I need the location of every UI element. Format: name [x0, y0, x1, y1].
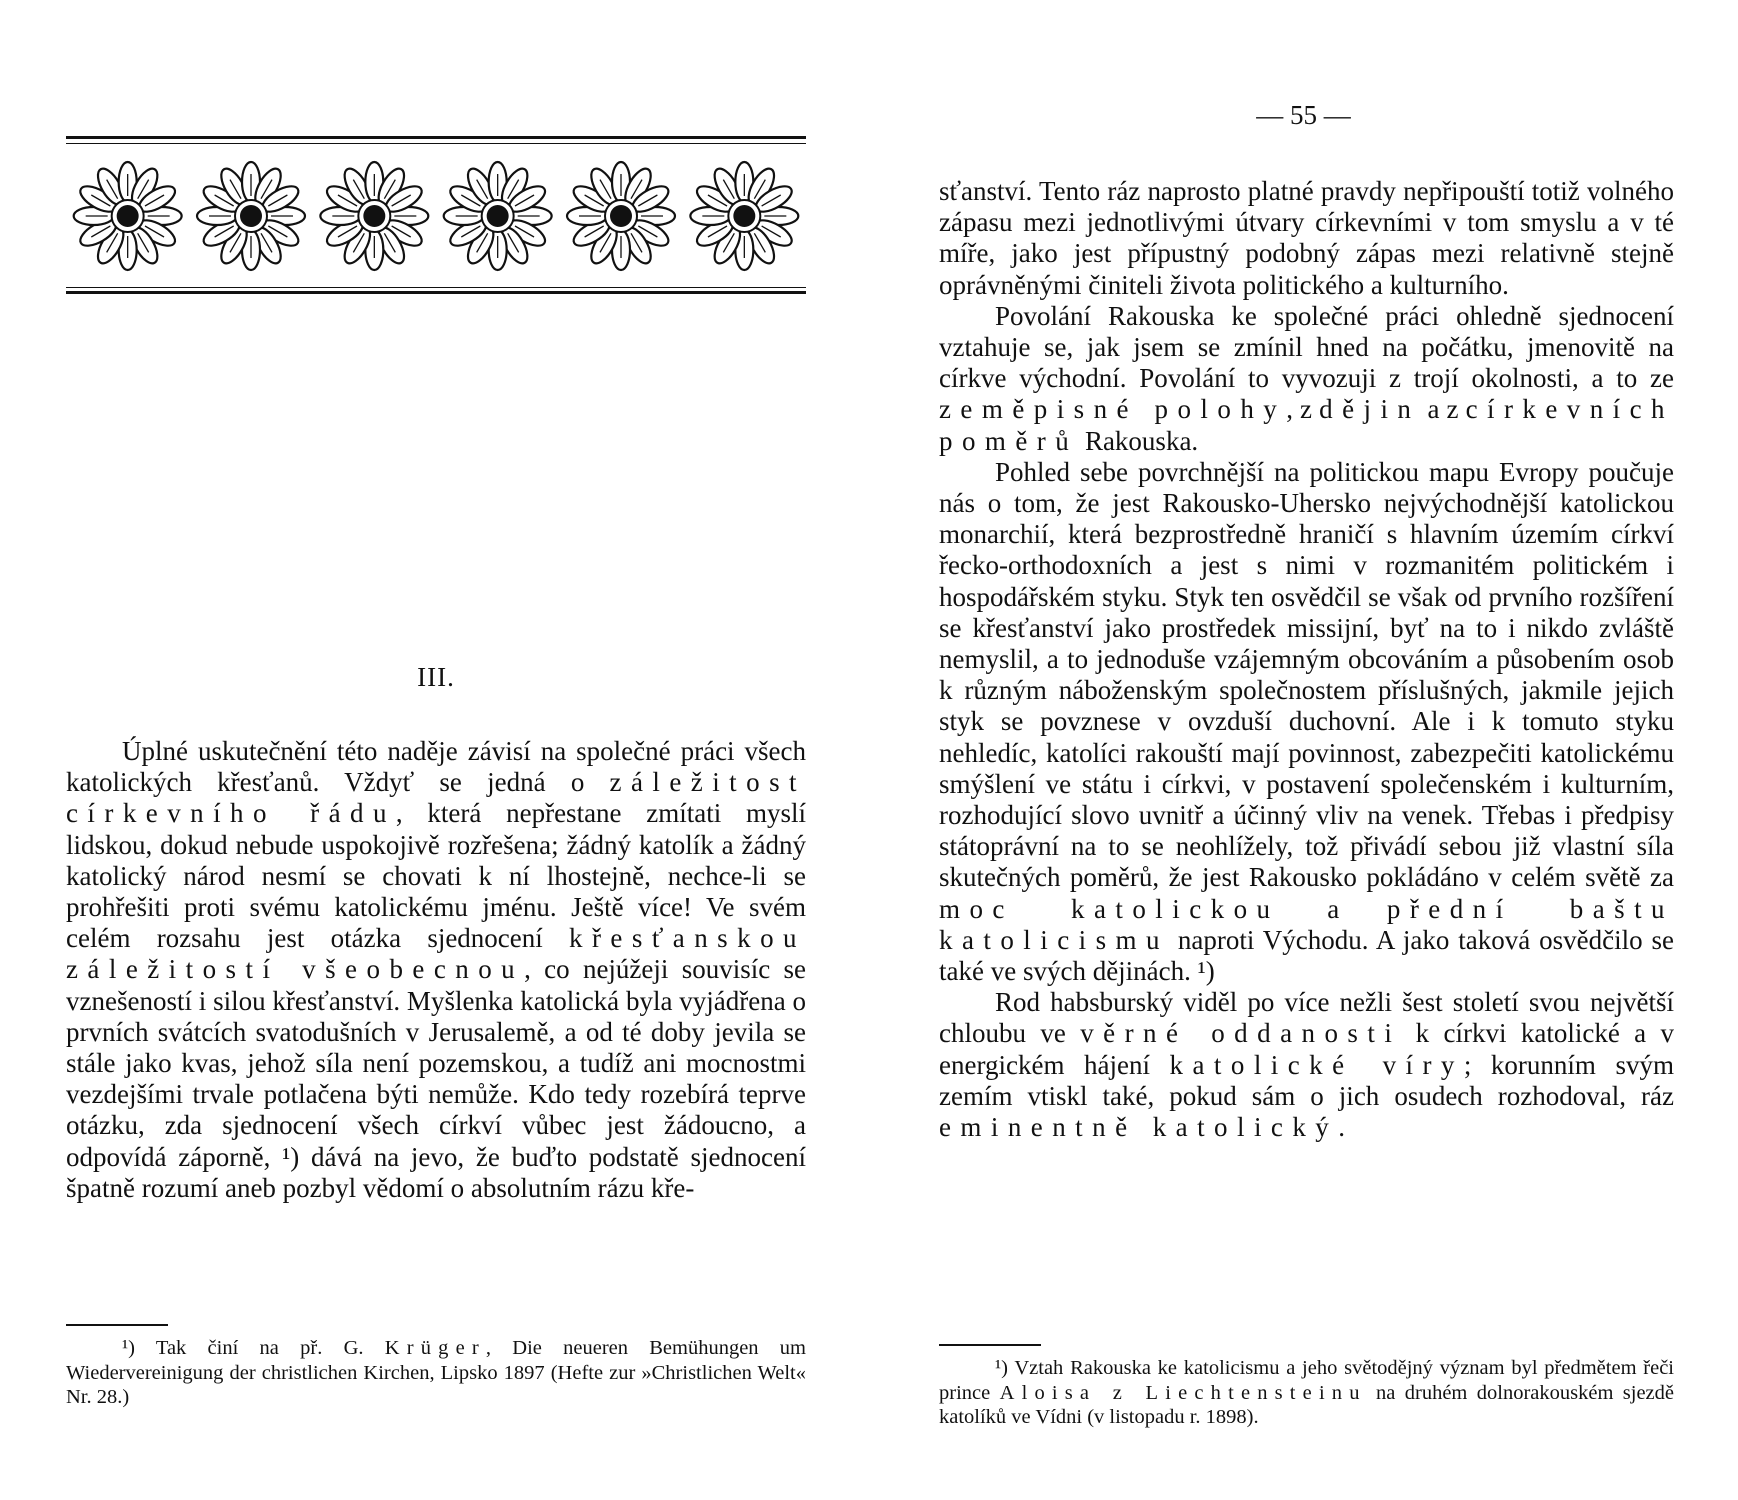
paragraph — [939, 301, 1674, 457]
footnote — [939, 1356, 1674, 1430]
text-run: sťanství. Tento ráz naprosto platné pravdy nepřipouští totiž volného zápasu mezi jednotlivými útvary církevními v tom smyslu a v té míře, jako jest přípustný podobný zápas mezi relativně stejně oprávněnými činiteli života politického a kulturního. — [939, 176, 1674, 300]
text-run: Rod habsburský viděl po více nežli šest století svou největší chloubu ve — [939, 987, 1674, 1049]
text-run: ¹) Tak činí na př. G. — [122, 1337, 385, 1359]
text-run: k církvi katolické a v energickém hájení — [939, 1018, 1675, 1080]
text-run: , co nejúžeji souvisíc se vznešeností i silou křesťanství. Myšlenka katolická byla vyjádřena o prvních svátcích svatodušních v Jerusalemě, a od té doby jevila se stále jako kvas, jehož síla není pozemskou, a tudíž ani mocnostmi vezdejšími trvale potlačena býti nemůže. Kdo tedy rozebírá teprve otázku, zda sjednocení všech církví vůbec jest žádoucno, a odpovídá záporně, ¹) dává na jevo, že buďto podstatě sjednocení špatně rozumí aneb pozbyl vědomí o absolutním rázu kře- — [66, 954, 806, 1203]
flower-icon — [197, 162, 305, 270]
spaced-emphasis-text: katolické víry — [1169, 1049, 1464, 1080]
text-run: ¹) Vztah Rakouska ke katolicismu a jeho světodějný význam byl předmětem řeči prince — [939, 1357, 1674, 1404]
text-run: Úplné uskutečnění této naděje závisí na společné práci všech katolických křesťanů. Vždyť se jedná o — [66, 736, 806, 798]
spaced-emphasis-text: Krüger — [384, 1337, 486, 1359]
text-run: Povolání Rakouska ke společné práci ohledně sjednocení vztahuje se, jak jsem se zmínil hned na počátku, jmenovitě na církve východní. Povolání to vyvozuji z trojí okolnosti, a to ze — [939, 300, 1674, 394]
footnote-separator — [939, 1344, 1041, 1346]
right-body-text — [939, 176, 1674, 1143]
text-run: a — [1279, 893, 1387, 924]
text-run: Pohled sebe povrchnější na politickou mapu Evropy poučuje nás o tom, že jest Rakousko-Uhersko nejvýchodnější katolickou monarchií, která bezprostředně hraničí s hlavním územím církví řecko-orthodoxních a jest s nimi v rozmanitém politickém i hospodářském styku. Styk ten osvědčil se však od prvního rozšíření se křesťanství jako prostředek missijní, byť na to i nikdo zvláště nemyslil, a to jednoduše vzájemným obcováním a působením osob k různým náboženským společnostem příslušných, jakmile jejich styk se povznese v ovzduší duchovní. Ale i k tomuto styku nehledíc, katolíci rakouští mají povinnost, zabezpečiti katolickému smýšlení ve státu i církvi, v postavení společenském i kulturním, rozhodující slovo uvnitř a účinný vliv na venek. Třebas i předpisy státoprávní na to se neohlížely, tož přivádí sebou již vlastní síla skutečných poměrů, že jest Rakousko pokládáno v celém světě za — [939, 456, 1674, 893]
footnote-separator — [66, 1324, 168, 1326]
text-run: naproti Východu. A jako taková osvědčilo se také ve svých dějinách. ¹) — [939, 924, 1674, 987]
spaced-emphasis-text: věrné oddanosti — [1080, 1018, 1402, 1049]
ornament-bottom-rule-thin — [66, 287, 806, 288]
spaced-emphasis-text: zeměpisné polohy — [939, 394, 1287, 425]
text-run: , z — [1286, 394, 1320, 425]
text-run: Rakouska. — [1078, 425, 1199, 456]
flower-icon — [320, 162, 428, 270]
paragraph — [66, 736, 806, 1204]
text-run: , která nepřestane zmítati myslí lidskou, dokud nebude uspokojivě rozřešena; žádný katolík a žádný katolický národ nesmí se chovati k ní lhostejně, nechce-li se prohřešiti proti svému katolickému jménu. Ještě více! Ve svém celém rozsahu jest otázka sjednocení — [66, 798, 806, 954]
spaced-emphasis-text: křesťanskou záležitostí všeobecnou — [66, 923, 806, 985]
left-body-text — [66, 736, 806, 1204]
floral-ornament-band — [66, 150, 806, 282]
page-number: — 55 — — [1256, 100, 1351, 130]
flower-icon — [567, 162, 675, 270]
flower-icon — [74, 162, 182, 270]
paragraph — [939, 176, 1674, 301]
spaced-emphasis-text: moc katolickou — [939, 893, 1280, 924]
spaced-emphasis-text: církevních poměrů — [939, 394, 1675, 456]
text-run: ; korunním svým zemím vtiskl také, pokud sám o jich osudech rozhodoval, ráz — [939, 1049, 1674, 1111]
text-run: , Die neueren Bemühungen um Wiedervereinigung der christlichen Kirchen, Lipsko 1897 (Hefte zur »Christlichen Welt« Nr. 28.) — [66, 1337, 807, 1408]
flower-icon — [444, 162, 552, 270]
spaced-emphasis-text: přední baštu katolicismu — [939, 893, 1674, 955]
spaced-emphasis-text: dějin — [1319, 394, 1421, 425]
paragraph — [939, 457, 1674, 987]
spaced-emphasis-text: eminentně katolický — [939, 1112, 1339, 1143]
ornament-top-rule — [66, 136, 806, 139]
ornament-bottom-rule — [66, 291, 806, 294]
spaced-emphasis-text: Aloisa z Liechtensteinu — [999, 1381, 1367, 1404]
text-run: na druhém dolnorakouském sjezdě katolíků ve Vídni (v listopadu r. 1898). — [939, 1381, 1674, 1428]
footnote — [66, 1336, 806, 1410]
chapter-heading: III. — [417, 662, 455, 692]
text-run: . — [1338, 1112, 1345, 1143]
flower-icon — [690, 162, 798, 270]
ornament-top-rule-thin — [66, 143, 806, 144]
right-page — [869, 0, 1738, 1500]
paragraph — [939, 987, 1674, 1143]
text-run: a z — [1420, 394, 1466, 425]
spaced-emphasis-text: záležitost církevního řádu — [66, 767, 806, 829]
